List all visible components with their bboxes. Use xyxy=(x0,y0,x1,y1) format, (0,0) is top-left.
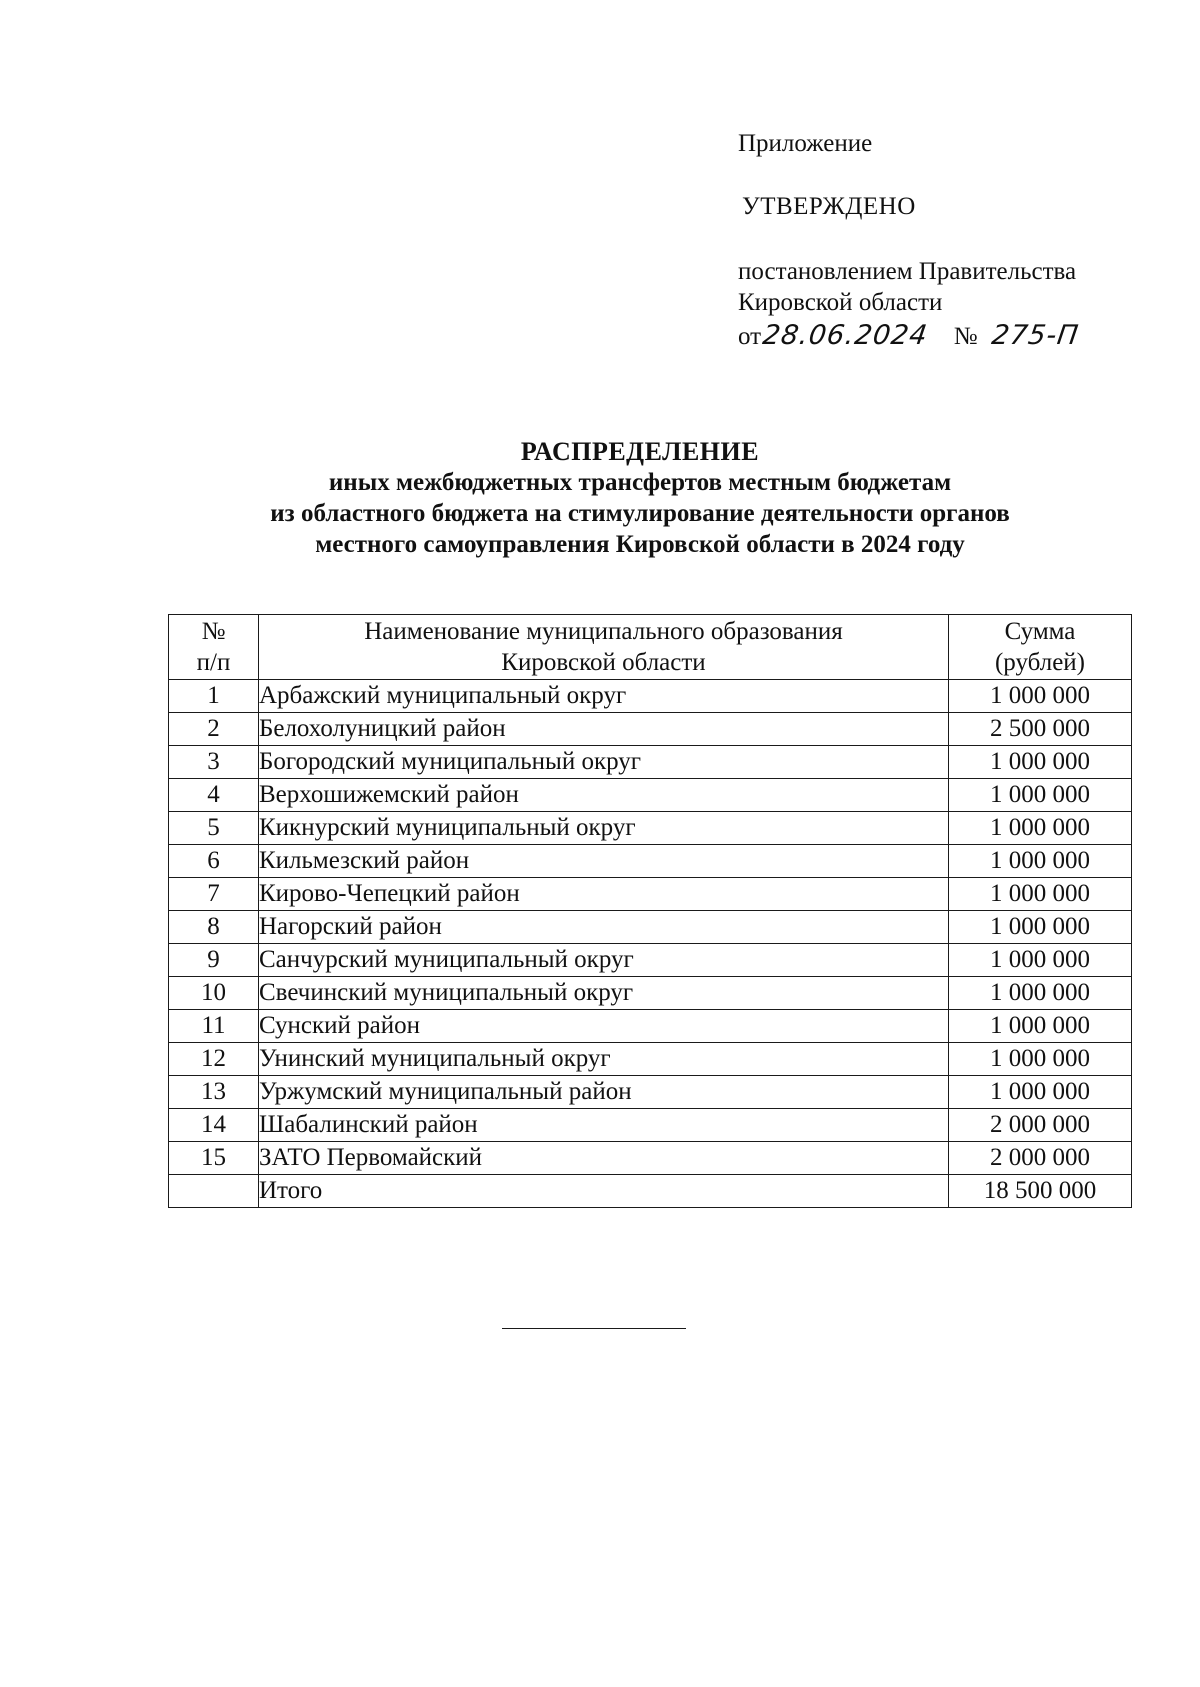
table-row xyxy=(169,812,1132,845)
appendix-label: Приложение xyxy=(738,130,873,157)
transfer-sum: 1 000 000 xyxy=(949,845,1132,878)
closing-rule xyxy=(502,1328,686,1329)
row-number: 3 xyxy=(169,746,259,779)
handwritten-number: 275-П xyxy=(989,320,1081,351)
row-number: 8 xyxy=(169,911,259,944)
transfer-sum: 1 000 000 xyxy=(949,878,1132,911)
municipality-name: Белохолуницкий район xyxy=(259,713,949,746)
table-row xyxy=(169,1142,1132,1175)
municipality-name: Верхошижемский район xyxy=(259,779,949,812)
heading-line-2: из областного бюджета на стимулирование деятельности органов xyxy=(270,500,1010,527)
row-number: 13 xyxy=(169,1076,259,1109)
municipality-name: Уржумский муниципальный район xyxy=(259,1076,949,1109)
table-header-row xyxy=(169,615,1132,680)
municipality-name: Унинский муниципальный округ xyxy=(259,1043,949,1076)
table-row xyxy=(169,680,1132,713)
municipality-name: Кильмезский район xyxy=(259,845,949,878)
municipality-name: ЗАТО Первомайский xyxy=(259,1142,949,1175)
row-number: 15 xyxy=(169,1142,259,1175)
decree-date-number xyxy=(738,320,1081,352)
transfer-sum: 2 000 000 xyxy=(949,1109,1132,1142)
row-number: 5 xyxy=(169,812,259,845)
header-sum xyxy=(949,615,1132,680)
transfer-sum: 1 000 000 xyxy=(949,911,1132,944)
header-sum-line-1: Сумма xyxy=(1004,618,1076,645)
row-number: 4 xyxy=(169,779,259,812)
document-title: РАСПРЕДЕЛЕНИЕ xyxy=(520,437,760,466)
decree-reference xyxy=(738,256,1076,318)
row-number: 12 xyxy=(169,1043,259,1076)
transfer-sum: 1 000 000 xyxy=(949,977,1132,1010)
municipality-name: Кирово-Чепецкий район xyxy=(259,878,949,911)
municipality-name: Шабалинский район xyxy=(259,1109,949,1142)
municipality-name: Арбажский муниципальный округ xyxy=(259,680,949,713)
table-row xyxy=(169,1109,1132,1142)
table-row xyxy=(169,746,1132,779)
row-number: 10 xyxy=(169,977,259,1010)
header-num xyxy=(169,615,259,680)
document-heading xyxy=(160,436,1120,560)
transfer-sum: 2 500 000 xyxy=(949,713,1132,746)
table-row xyxy=(169,944,1132,977)
header-name-line-1: Наименование муниципального образования xyxy=(364,618,843,645)
transfer-sum: 1 000 000 xyxy=(949,680,1132,713)
header-name xyxy=(259,615,949,680)
number-prefix: № xyxy=(953,323,978,350)
transfer-sum: 1 000 000 xyxy=(949,1076,1132,1109)
total-number xyxy=(169,1175,259,1208)
table-row xyxy=(169,878,1132,911)
table-total-row xyxy=(169,1175,1132,1208)
header-name-line-2: Кировской области xyxy=(501,649,706,676)
row-number: 9 xyxy=(169,944,259,977)
table-row xyxy=(169,977,1132,1010)
heading-line-3: местного самоуправления Кировской области в 2024 году xyxy=(315,531,965,558)
row-number: 2 xyxy=(169,713,259,746)
row-number: 7 xyxy=(169,878,259,911)
municipality-name: Санчурский муниципальный округ xyxy=(259,944,949,977)
distribution-table xyxy=(168,614,1132,1208)
date-prefix: от xyxy=(738,323,762,350)
row-number: 11 xyxy=(169,1010,259,1043)
transfer-sum: 1 000 000 xyxy=(949,746,1132,779)
municipality-name: Нагорский район xyxy=(259,911,949,944)
transfer-sum: 1 000 000 xyxy=(949,1043,1132,1076)
decree-line-2: Кировской области xyxy=(738,289,943,316)
heading-line-1: иных межбюджетных трансфертов местным бюджетам xyxy=(328,469,952,496)
municipality-name: Богородский муниципальный округ xyxy=(259,746,949,779)
table-row xyxy=(169,1010,1132,1043)
transfer-sum: 1 000 000 xyxy=(949,779,1132,812)
municipality-name: Кикнурский муниципальный округ xyxy=(259,812,949,845)
total-label: Итого xyxy=(259,1175,949,1208)
approved-label: УТВЕРЖДЕНО xyxy=(742,193,916,220)
row-number: 14 xyxy=(169,1109,259,1142)
transfer-sum: 1 000 000 xyxy=(949,1010,1132,1043)
table-row xyxy=(169,1043,1132,1076)
transfer-sum: 1 000 000 xyxy=(949,812,1132,845)
transfer-sum: 1 000 000 xyxy=(949,944,1132,977)
table-row xyxy=(169,1076,1132,1109)
header-num-line-2: п/п xyxy=(196,649,231,676)
transfer-sum: 2 000 000 xyxy=(949,1142,1132,1175)
handwritten-date: 28.06.2024 xyxy=(760,320,930,351)
decree-line-1: постановлением Правительства xyxy=(738,258,1077,285)
total-sum: 18 500 000 xyxy=(949,1175,1132,1208)
municipality-name: Сунский район xyxy=(259,1010,949,1043)
table-row xyxy=(169,845,1132,878)
table-row xyxy=(169,779,1132,812)
row-number: 1 xyxy=(169,680,259,713)
header-num-line-1: № xyxy=(201,618,226,645)
row-number: 6 xyxy=(169,845,259,878)
table-row xyxy=(169,911,1132,944)
municipality-name: Свечинский муниципальный округ xyxy=(259,977,949,1010)
table-row xyxy=(169,713,1132,746)
header-sum-line-2: (рублей) xyxy=(994,649,1086,676)
